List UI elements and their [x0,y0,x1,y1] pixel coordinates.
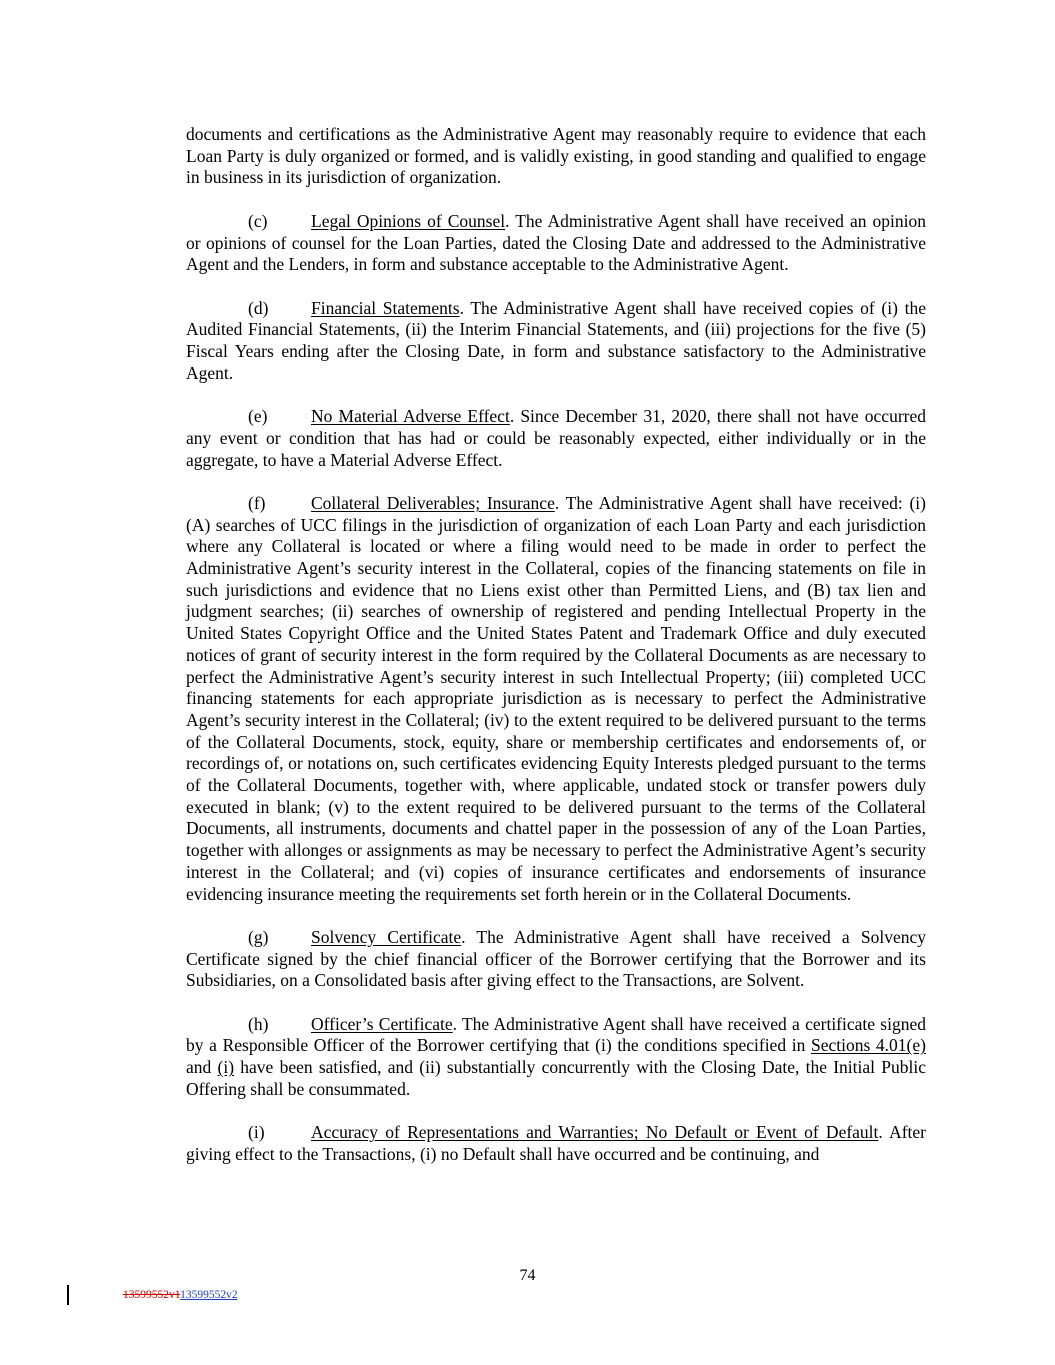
document-body [186,124,926,1187]
document-id-inserted: 13599552v2 [180,1289,238,1301]
section-label: (c) [248,210,268,231]
revision-change-bar [67,1285,69,1305]
section-text: . After giving effect to the Transactions, (i) no Default shall have occurred and be continuing, and [186,1122,926,1164]
document-id-deleted: 13599552v1 [123,1289,181,1301]
section-c [186,211,926,276]
section-text: . The Administrative Agent shall have received copies of (i) the Audited Financial Statements, (ii) the Interim Financial Statements, and (iii) projections for the five (5) Fiscal Years ending after the Closing Date, in form and substance satisfactory to the Administrative Agent. [186,297,926,383]
section-label: (f) [248,492,266,513]
section-text: . The Administrative Agent shall have received a certificate signed by a Responsible Officer of the Borrower certifying that (i) the conditions specified in [186,1013,927,1056]
section-g [186,927,926,992]
section-h [186,1014,926,1101]
section-text: and [186,1057,218,1078]
section-e [186,406,926,471]
section-label: (d) [248,297,269,318]
section-cross-reference: Sections 4.01(e) [810,1035,926,1056]
section-text: . The Administrative Agent shall have received a Solvency Certificate signed by the chief financial officer of the Borrower certifying that the Borrower and its Subsidiaries, on a Consolidated basis after giving effect to the Transactions, are Solvent. [186,926,926,991]
section-text: have been satisfied, and (ii) substantially concurrently with the Closing Date, the Initial Public Offering shall be consummated. [186,1057,926,1099]
section-d [186,298,926,385]
section-heading: No Material Adverse Effect [311,406,510,427]
section-heading: Officer’s Certificate [311,1013,453,1034]
section-i [186,1122,926,1165]
section-cross-reference: (i) [217,1057,235,1078]
section-heading: Collateral Deliverables; Insurance [311,492,555,513]
document-id [123,1289,238,1301]
section-text: . Since December 31, 2020, there shall not have occurred any event or condition that has had or could be reasonably expected, either individually or in the aggregate, to have a Material Adverse Effect. [186,406,926,470]
section-text: . The Administrative Agent shall have received an opinion or opinions of counsel for the Loan Parties, dated the Closing Date and addressed to the Administrative Agent and the Lenders, in form and substance acceptable to the Administrative Agent. [186,210,927,275]
section-text: . The Administrative Agent shall have received: (i)(A) searches of UCC filings in the jurisdiction of organization of each Loan Party and each jurisdiction where any Collateral is located or where a filing would need to be made in order to perfect the Administrative Agent’s security interest in the Collateral, copies of the financing statements on file in such jurisdictions and evidence that no Liens exist other than Permitted Liens, and (B) tax lien and judgment searches; (ii) searches of ownership of registered and pending Intellectual Property in the United States Copyright Office and the United States Patent and Trademark Office and duly executed notices of grant of security interest in the form required by the Collateral Documents as are necessary to perfect the Administrative Agent’s security interest in such Intellectual Property; (iii) completed UCC financing statements for each appropriate jurisdiction as is necessary to perfect the Administrative Agent’s security interest in the Collateral; (iv) to the extent required to be delivered pursuant to the terms of the Collateral Documents, stock, equity, share or membership certificates and endorsements of, or recordings of, or notations on, such certificates evidencing Equity Interests pledged pursuant to the terms of the Collateral Documents, together with, where applicable, undated stock or transfer powers duly executed in blank; (v) to the extent required to be delivered pursuant to the terms of the Collateral Documents, all instruments, documents and chattel paper in the possession of any of the Loan Parties, together with allonges or assignments as may be necessary to perfect the Administrative Agent’s security interest in the Collateral; and (vi) copies of insurance certificates and endorsements of insurance evidencing insurance meeting the requirements set forth herein or in the Collateral Documents. [186,492,927,904]
section-heading: Solvency Certificate [311,926,462,947]
page-number: 74 [519,1267,536,1284]
section-heading: Accuracy of Representations and Warranties; No Default or Event of Default [311,1122,879,1143]
section-heading: Financial Statements [311,297,460,318]
section-label: (e) [248,406,268,427]
section-heading: Legal Opinions of Counsel [311,210,506,231]
section-label: (g) [248,926,269,947]
section-label: (h) [248,1013,269,1034]
section-label: (i) [248,1122,265,1143]
section-f [186,493,926,905]
intro-paragraph [186,124,926,189]
intro-text: documents and certifications as the Administrative Agent may reasonably require to evidence that each Loan Party is duly organized or formed, and is validly existing, in good standing and qualified to engage in business in its jurisdiction of organization. [186,124,926,188]
